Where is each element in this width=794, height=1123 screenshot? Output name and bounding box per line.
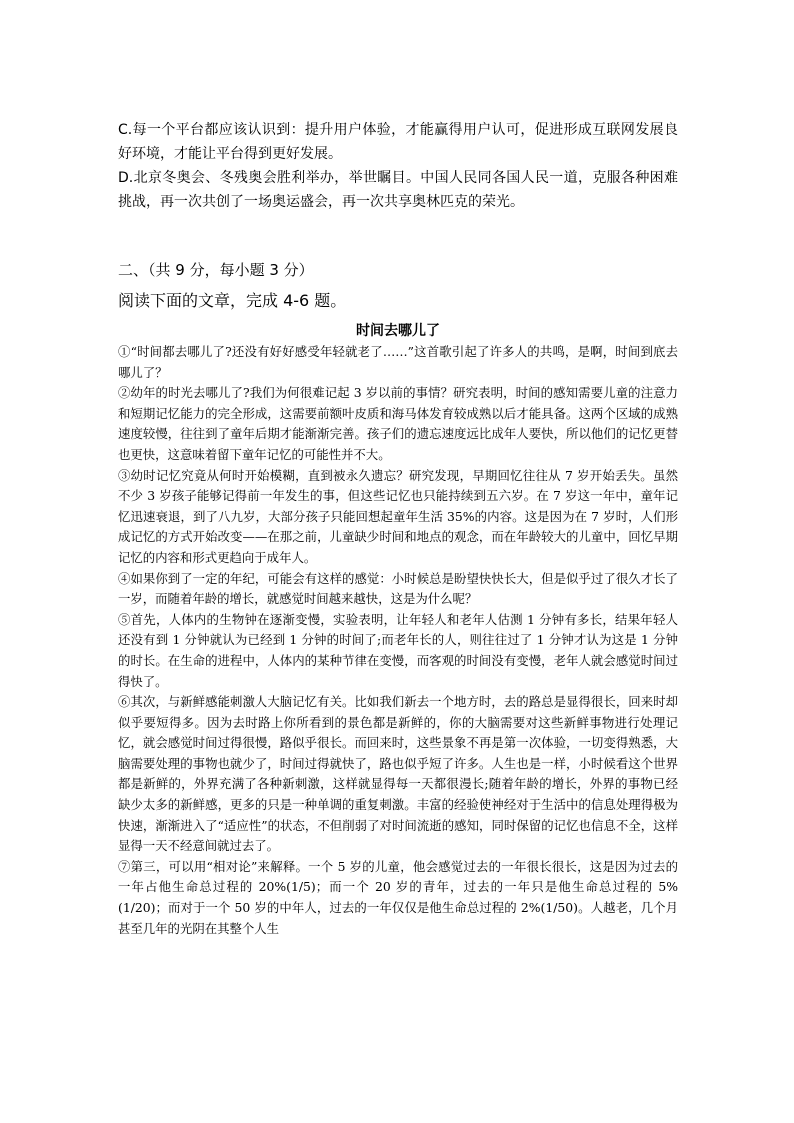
section-heading: 二、（共 9 分，每小题 3 分） (118, 261, 314, 279)
reading-instruction: 阅读下面的文章，完成 4-6 题。 (118, 291, 347, 310)
option-c: C.每一个平台都应该认识到：提升用户体验，才能赢得用户认可，促进形成互联网发展良好环境，才能让平台得到更好发展。 (118, 122, 678, 162)
article-paragraph-1: ①“时间都去哪儿了?还没有好好感受年轻就老了……”这首歌引起了许多人的共鸣，是啊，时间到底去哪儿了？ (118, 344, 678, 380)
document-page (118, 118, 678, 939)
article-paragraph-7: ⑦第三，可以用“相对论”来解释。一个 5 岁的儿童，他会感觉过去的一年很长很长，这是因为过去的一年占他生命总过程的 20%(1/5)；而一个 20 岁的青年，过去的一年只是他生命总过程的 5%(1/20)；而对于一个 50 岁的中年人，过去的一年仅仅是他生命总过程的 2%(1/50)。人越老，几个月甚至几年的光阴在其整个人生 (118, 858, 678, 936)
article-paragraph-5: ⑤首先，人体内的生物钟在逐渐变慢，实验表明，让年轻人和老年人估测 1 分钟有多长，结果年轻人还没有到 1 分钟就认为已经到 1 分钟的时间了;而老年长的人，则往往过了 1 分钟才认为这是 1 分钟的时长。在生命的进程中，人体内的某种节律在变慢，而客观的时间没有变慢，老年人就会感觉时间过得快了。 (118, 611, 678, 689)
article-title: 时间去哪儿了 (356, 323, 440, 339)
article-paragraph-4: ④如果你到了一定的年纪，可能会有这样的感觉：小时候总是盼望快快长大，但是似乎过了很久才长了一岁，而随着年龄的增长，就感觉时间越来越快，这是为什么呢？ (118, 570, 678, 607)
article-paragraph-2: ②幼年的时光去哪儿了?我们为何很难记起 3 岁以前的事情？研究表明，时间的感知需要儿童的注意力和短期记忆能力的完全形成，这需要前额叶皮质和海马体发育较成熟以后才能具备。这两个区域的成熟速度较慢，往往到了童年后期才能渐渐完善。孩子们的遗忘速度远比成年人要快，所以他们的记忆更替也更快，这意味着留下童年记忆的可能性并不大。 (118, 385, 678, 462)
article-paragraph-3: ③幼时记忆究竟从何时开始模糊，直到被永久遗忘？研究发现，早期回忆往往从 7 岁开始丢失。虽然不少 3 岁孩子能够记得前一年发生的事，但这些记忆也只能持续到五六岁。在 7 岁这一年中，童年记忆迅速衰退，到了八九岁，大部分孩子只能回想起童年生活 35%的内容。这是因为在 7 岁时，人们形成记忆的方式开始改变——在那之前，儿童缺少时间和地点的观念，而在年龄较大的儿童中，回忆早期记忆的内容和形式更趋向于成年人。 (118, 467, 678, 565)
option-d: D.北京冬奥会、冬残奥会胜利举办，举世瞩目。中国人民同各国人民一道，克服各种困难挑战，再一次共创了一场奥运盛会，再一次共享奥林匹克的荣光。 (118, 170, 678, 210)
article-paragraph-6: ⑥其次，与新鲜感能刺激人大脑记忆有关。比如我们新去一个地方时，去的路总是显得很长，回来时却似乎要短得多。因为去时路上你所看到的景色都是新鲜的，你的大脑需要对这些新鲜事物进行处理记忆，就会感觉时间过得很慢，路似乎很长。而回来时，这些景象不再是第一次体验，一切变得熟悉，大脑需要处理的事物也就少了，时间过得就快了，路也似乎短了许多。人生也是一样，小时候看这个世界都是新鲜的，外界充满了各种新刺激，这样就显得每一天都很漫长;随着年龄的增长，外界的事物已经缺少太多的新鲜感，更多的只是一种单调的重复刺激。丰富的经验使神经对于生活中的信息处理得极为快速，渐渐进入了“适应性”的状态，不但削弱了对时间流逝的感知，同时保留的记忆也信息不全，这样显得一天不经意间就过去了。 (118, 694, 678, 854)
